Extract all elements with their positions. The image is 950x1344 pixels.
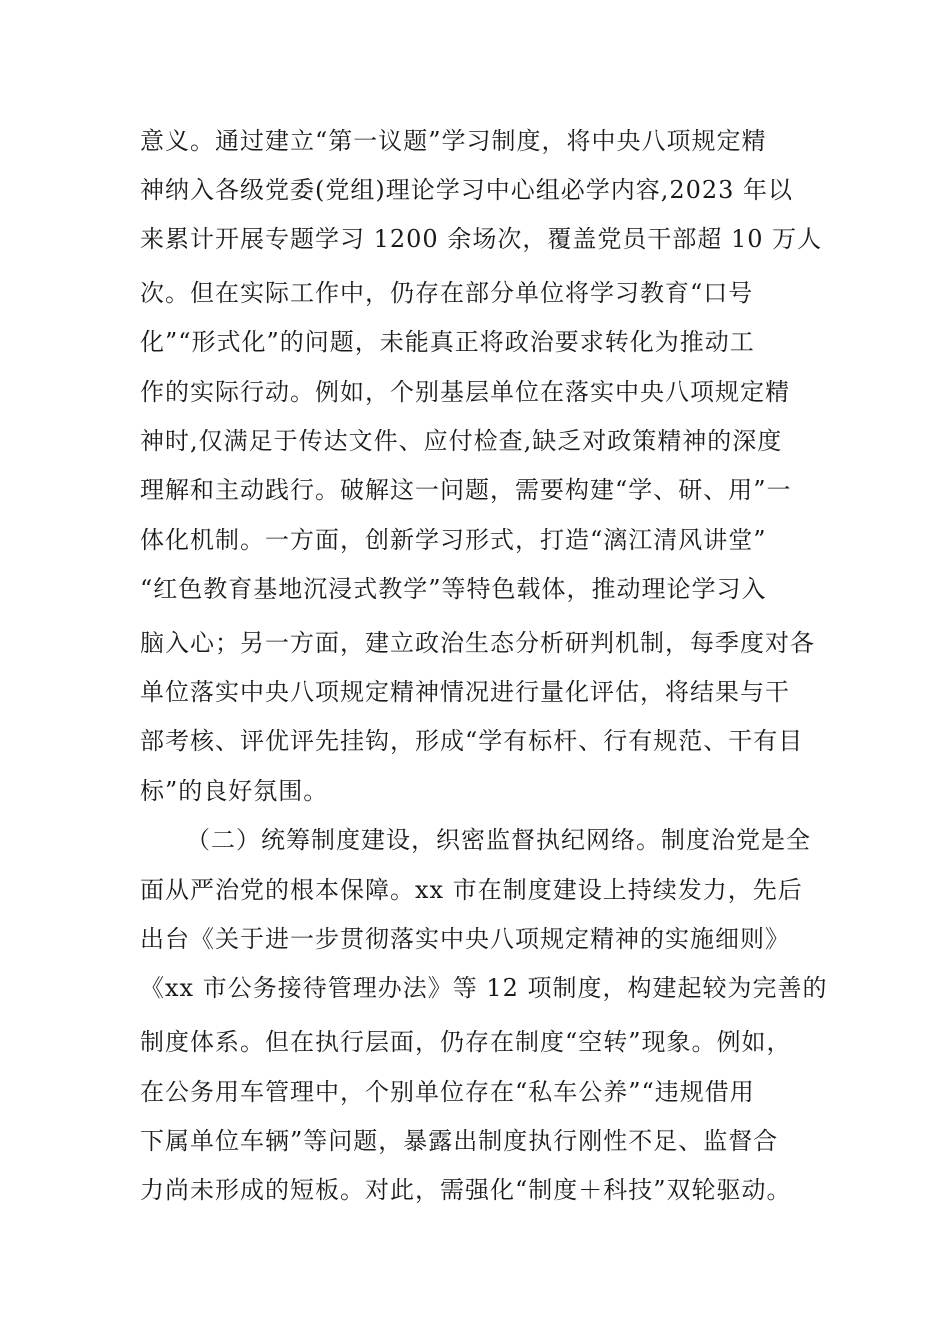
text-line: 单位落实中央八项规定精神情况进行量化评估，将结果与干 xyxy=(140,678,790,706)
text-line: 体化机制。一方面，创新学习形式，打造“漓江清风讲堂” xyxy=(140,526,767,554)
text-line: 次。但在实际工作中，仍存在部分单位将学习教育“口号 xyxy=(140,279,754,307)
text-line: 标”的良好氛围。 xyxy=(140,777,329,805)
text-line: 下属单位车辆”等问题，暴露出制度执行刚性不足、监督合 xyxy=(140,1127,779,1155)
text-line: 在公务用车管理中，个别单位存在“私车公养”“违规借用 xyxy=(140,1078,755,1106)
text-line: 制度体系。但在执行层面，仍存在制度“空转”现象。例如， xyxy=(140,1028,792,1056)
text-line: 《xx 市公务接待管理办法》等 12 项制度，构建起较为完善的 xyxy=(140,974,828,1002)
section-heading-line: （二）统筹制度建设，织密监督执纪网络。制度治党是全 xyxy=(186,826,811,854)
text-line: “红色教育基地沉浸式教学”等特色载体，推动理论学习入 xyxy=(140,575,767,603)
text-line: 作的实际行动。例如，个别基层单位在落实中央八项规定精 xyxy=(140,378,790,406)
text-line: 意义。通过建立“第一议题”学习制度，将中央八项规定精 xyxy=(140,127,767,155)
text-line: 化”“形式化”的问题，未能真正将政治要求转化为推动工 xyxy=(140,328,755,356)
text-line: 来累计开展专题学习 1200 余场次，覆盖党员干部超 10 万人 xyxy=(140,225,823,253)
text-line: 脑入心；另一方面，建立政治生态分析研判机制，每季度对各 xyxy=(140,629,815,657)
text-line: 出台《关于进一步贯彻落实中央八项规定精神的实施细则》 xyxy=(140,925,790,953)
text-line: 部考核、评优评先挂钩，形成“学有标杆、行有规范、干有目 xyxy=(140,727,804,755)
text-line: 理解和主动践行。破解这一问题，需要构建“学、研、用”一 xyxy=(140,476,792,504)
text-line: 神时,仅满足于传达文件、应付检查,缺乏对政策精神的深度 xyxy=(140,427,783,455)
text-line: 神纳入各级党委(党组)理论学习中心组必学内容,2023 年以 xyxy=(140,176,794,204)
text-line: 力尚未形成的短板。对此，需强化“制度＋科技”双轮驱动。 xyxy=(140,1176,792,1204)
text-line: 面从严治党的根本保障。xx 市在制度建设上持续发力，先后 xyxy=(140,876,803,904)
